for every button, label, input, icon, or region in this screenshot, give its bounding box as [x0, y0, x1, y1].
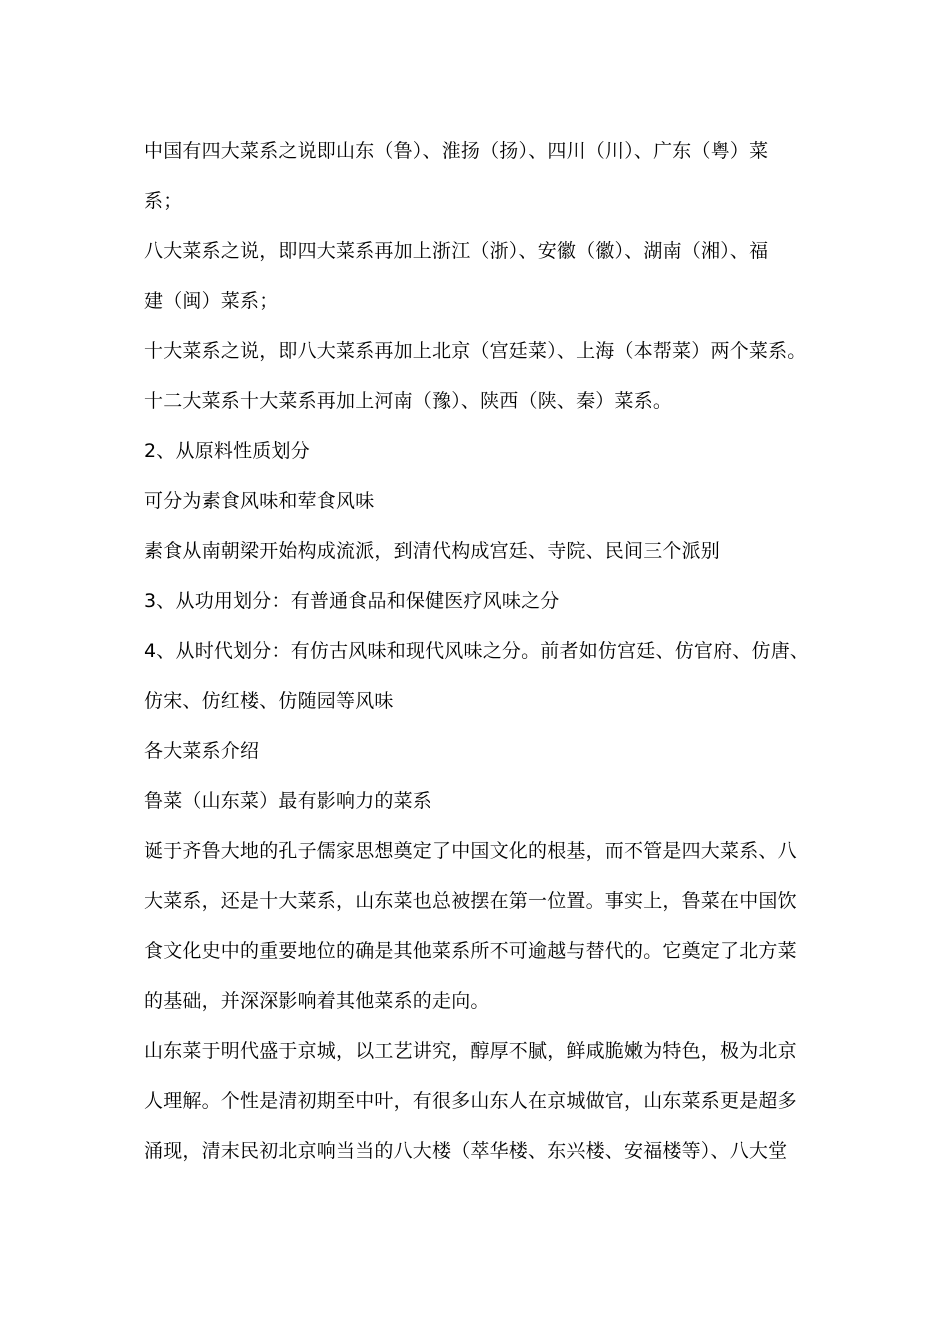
text-line: 可分为素食风味和荤食风味	[144, 490, 375, 512]
section-heading: 4、从时代划分：有仿古风味和现代风味之分。前者如仿宫廷、仿官府、仿唐、	[144, 640, 810, 662]
section-heading: 各大菜系介绍	[144, 740, 260, 762]
document-body	[144, 126, 810, 1176]
text-line: 仿宋、仿红楼、仿随园等风味	[144, 690, 394, 712]
text-line: 八大菜系之说，即四大菜系再加上浙江（浙）、安徽（徽）、湖南（湘）、福	[144, 240, 769, 262]
text-line: 人理解。个性是清初期至中叶，有很多山东人在京城做官，山东菜系更是超多	[144, 1090, 797, 1112]
section-heading: 2、从原料性质划分	[144, 440, 310, 462]
section-heading: 3、从功用划分：有普通食品和保健医疗风味之分	[144, 590, 560, 612]
text-line: 中国有四大菜系之说即山东（鲁）、淮扬（扬）、四川（川）、广东（粤）菜	[144, 140, 769, 162]
text-line: 十大菜系之说，即八大菜系再加上北京（宫廷菜）、上海（本帮菜）两个菜系。	[144, 340, 807, 362]
text-line: 的基础，并深深影响着其他菜系的走向。	[144, 990, 490, 1012]
text-line: 涌现，清末民初北京响当当的八大楼（萃华楼、东兴楼、安福楼等）、八大堂	[144, 1140, 788, 1162]
text-line: 诞于齐鲁大地的孔子儒家思想奠定了中国文化的根基，而不管是四大菜系、八	[144, 840, 797, 862]
text-line: 系；	[144, 190, 183, 212]
text-line: 素食从南朝梁开始构成流派，到清代构成宫廷、寺院、民间三个派别	[144, 540, 721, 562]
text-line: 山东菜于明代盛于京城，以工艺讲究，醇厚不腻，鲜咸脆嫩为特色，极为北京	[144, 1040, 797, 1062]
section-heading: 鲁菜（山东菜）最有影响力的菜系	[144, 790, 433, 812]
text-line: 食文化史中的重要地位的确是其他菜系所不可逾越与替代的。它奠定了北方菜	[144, 940, 797, 962]
text-line: 大菜系，还是十大菜系，山东菜也总被摆在第一位置。事实上，鲁菜在中国饮	[144, 890, 797, 912]
text-line: 十二大菜系十大菜系再加上河南（豫）、陕西（陕、秦）菜系。	[144, 390, 673, 412]
text-line: 建（闽）菜系；	[144, 290, 279, 312]
